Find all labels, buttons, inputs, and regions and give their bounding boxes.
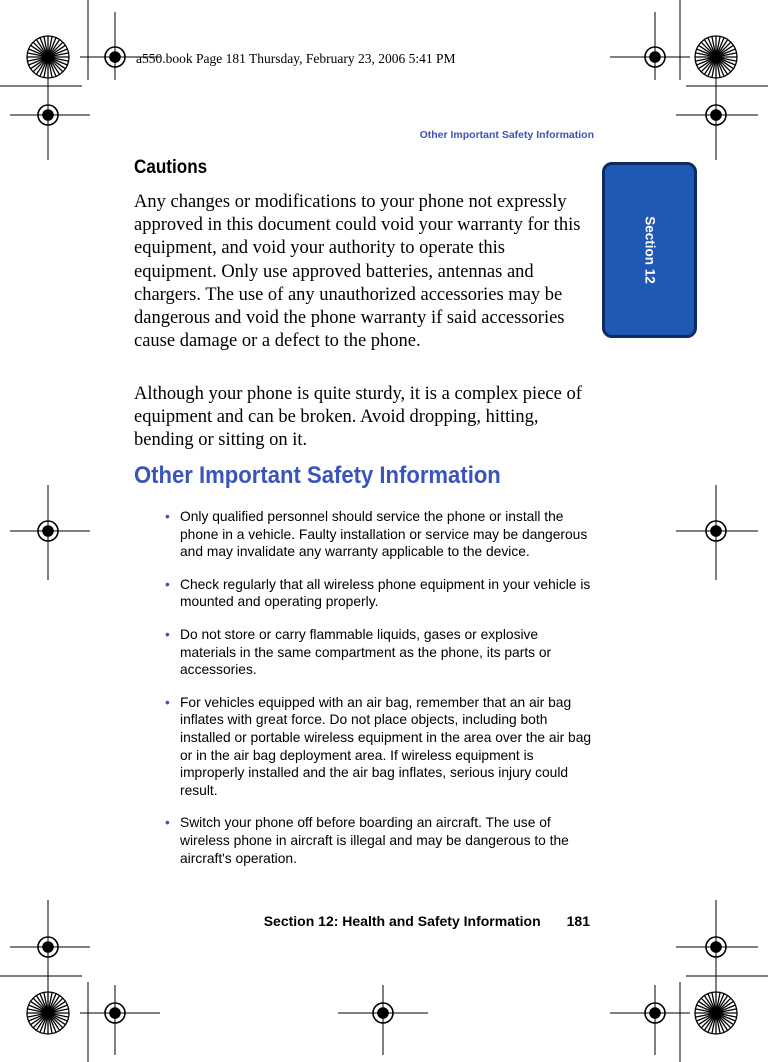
bullet-text: Switch your phone off before boarding an aircraft. The use of wireless phone in aircraft is illegal and may be dangerous to the aircraft's operation. bbox=[180, 815, 569, 866]
list-item bbox=[165, 508, 595, 561]
book-info-line: a550.book Page 181 Thursday, February 23, 2006 5:41 PM bbox=[136, 51, 456, 66]
cautions-paragraph-1: Any changes or modifications to your phone not expressly approved in this document could void your warranty for this equipment, and void your authority to operate this equipment. Only use approved batteries, antennas and chargers. The use of any unauthorized accessories may be dangerous and void the phone warranty if said accessories cause damage or a defect to the phone. bbox=[134, 192, 581, 352]
bullet-icon: • bbox=[165, 815, 170, 831]
list-item bbox=[165, 576, 595, 611]
page-number: 181 bbox=[566, 913, 590, 929]
bullet-icon: • bbox=[165, 576, 170, 592]
list-item bbox=[165, 626, 595, 679]
bullet-icon: • bbox=[165, 626, 170, 642]
bullet-icon: • bbox=[165, 694, 170, 710]
page-footer bbox=[230, 913, 590, 929]
bullet-text: Check regularly that all wireless phone equipment in your vehicle is mounted and operating properly. bbox=[180, 576, 591, 610]
safety-bullet-list bbox=[165, 508, 595, 882]
footer-section-title: Section 12: Health and Safety Information bbox=[263, 913, 541, 929]
section-tab bbox=[602, 162, 697, 338]
list-item bbox=[165, 694, 595, 800]
safety-heading: Other Important Safety Information bbox=[134, 462, 501, 489]
cautions-heading: Cautions bbox=[134, 157, 208, 178]
cautions-paragraph-2: Although your phone is quite sturdy, it is a complex piece of equipment and can be broken. Avoid dropping, hitting, bending or sitting on it. bbox=[134, 384, 582, 451]
bullet-text: Only qualified personnel should service the phone or install the phone in a vehicle. Faulty installation or service may be dangerous and may invalidate any warranty applicable to the device. bbox=[180, 509, 588, 560]
bullet-text: Do not store or carry flammable liquids, gases or explosive materials in the same compartment as the phone, its parts or accessories. bbox=[180, 626, 552, 678]
running-header: Other Important Safety Information bbox=[419, 129, 594, 141]
bullet-icon: • bbox=[165, 509, 170, 524]
bullet-text: For vehicles equipped with an air bag, remember that an air bag inflates with great force. Do not place objects, including both installed or portable wireless equipment in the area over the air bag or in the air bag deployment area. If wireless equipment is improperly installed and the air bag inflates, serious injury could result. bbox=[180, 694, 592, 798]
list-item bbox=[165, 814, 595, 867]
section-tab-label: Section 12 bbox=[642, 216, 657, 284]
